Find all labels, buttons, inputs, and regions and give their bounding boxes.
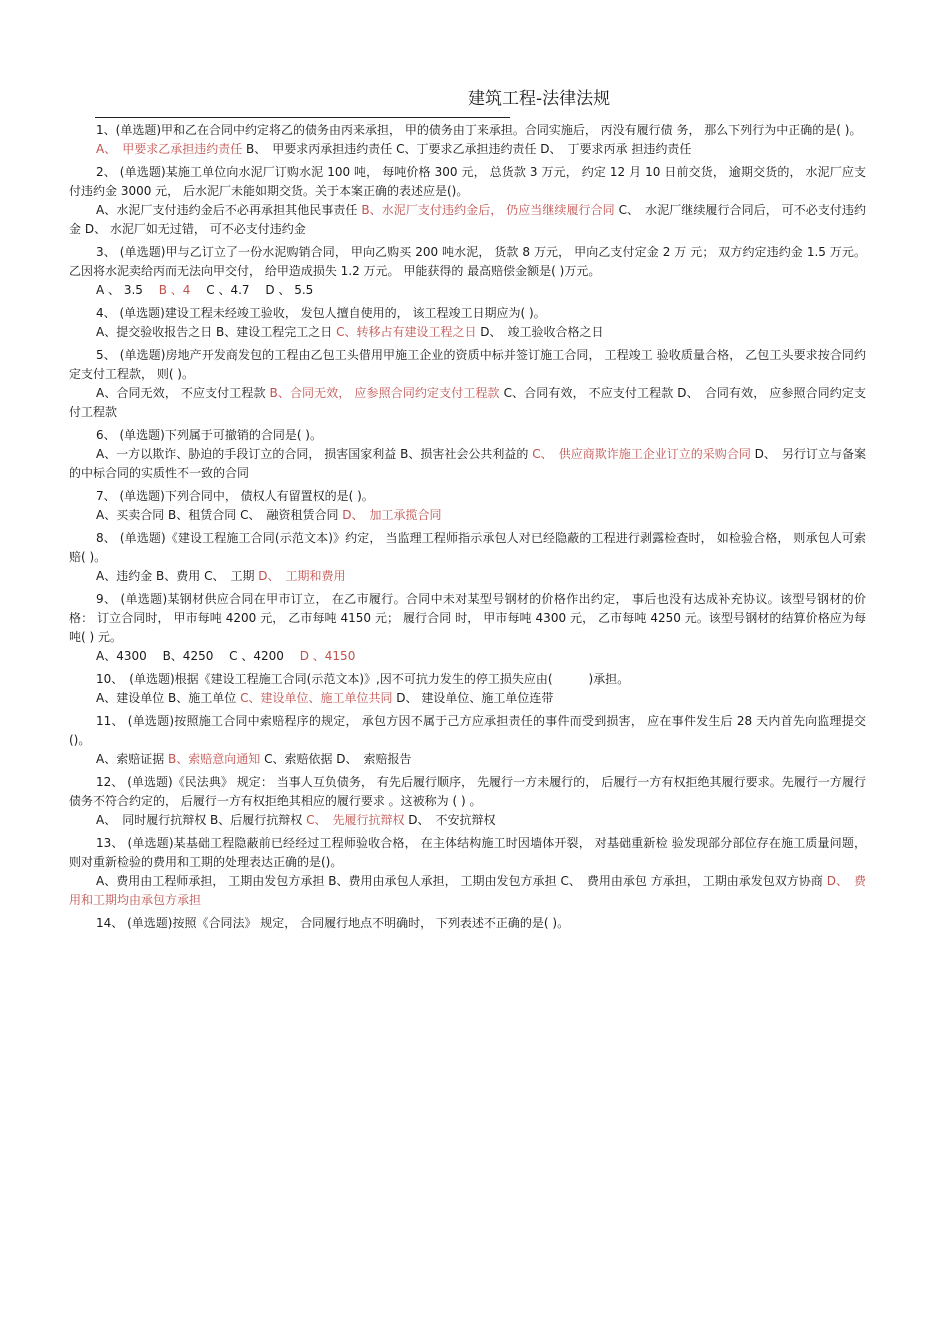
- question-stem: 10、 (单选题)根据《建设工程施工合同(示范文本)》,因不可抗力发生的停工损失应由( )承担。: [96, 672, 630, 686]
- option: C、 水泥厂继续履行合同后， 可不必支付违约金: [69, 203, 866, 236]
- option: A、4300: [96, 649, 163, 663]
- question-stem: 7、 (单选题)下列合同中， 债权人有留置权的是( )。: [96, 489, 374, 503]
- option: D、 不安抗辩权: [408, 813, 496, 827]
- question-options: [69, 750, 866, 769]
- correct-option: A、 甲要求乙承担违约责任: [96, 142, 247, 156]
- correct-option: B、水泥厂支付违约金后， 仍应当继续履行合同: [361, 203, 619, 217]
- question-stem: 11、 (单选题)按照施工合同中索赔程序的规定， 承包方因不属于己方应承担责任的事件而受到损害， 应在事件发生后 28 天内首先向监理提交()。: [69, 714, 866, 747]
- question-options: [69, 647, 866, 666]
- option: A、水泥厂支付违约金后不必再承担其他民事责任: [96, 203, 362, 217]
- correct-option: C、 先履行抗辩权: [306, 813, 409, 827]
- option: D、 建设单位、施工单位连带: [396, 691, 554, 705]
- option: B、租赁合同: [168, 508, 241, 522]
- question-options: [69, 201, 866, 239]
- option: B、后履行抗辩权: [210, 813, 307, 827]
- question-stem: 8、 (单选题)《建设工程施工合同(示范文本)》约定， 当监理工程师指示承包人对已经隐蔽的工程进行剥露检查时， 如检验合格， 则承包人可索赔( )。: [69, 531, 866, 564]
- option: C、 融资租赁合同: [240, 508, 343, 522]
- question-options: [69, 281, 866, 300]
- option: A、索赔证据: [96, 752, 169, 766]
- option: B、施工单位: [168, 691, 241, 705]
- option: C、丁要求乙承担违约责任: [396, 142, 541, 156]
- question-stem: 1、(单选题)甲和乙在合同中约定将乙的债务由丙来承担， 甲的债务由丁来承担。合同实施后， 丙没有履行债 务， 那么下列行为中正确的是( )。: [96, 123, 862, 137]
- option: A、合同无效， 不应支付工程款: [96, 386, 270, 400]
- option: A、违约金: [96, 569, 157, 583]
- option: A、一方以欺诈、胁迫的手段订立的合同， 损害国家利益: [96, 447, 401, 461]
- question-stem: 2、 (单选题)某施工单位向水泥厂订购水泥 100 吨， 每吨价格 300 元， 总货款 3 万元， 约定 12 月 10 日前交货， 逾期交货的， 水泥厂应支付违约金 3000 元， 后水泥厂未能如期交货。关于本案正确的表述应是()。: [69, 165, 866, 198]
- option: C 、4.7: [206, 283, 266, 297]
- option: A、建设单位: [96, 691, 169, 705]
- option: A、 同时履行抗辩权: [96, 813, 211, 827]
- option: B、 甲要求丙承担违约责任: [246, 142, 397, 156]
- question-options: [69, 567, 866, 586]
- question-options: [69, 811, 866, 830]
- option: A、提交验收报告之日: [96, 325, 217, 339]
- option: B、费用: [156, 569, 205, 583]
- option: C、索赔依据: [264, 752, 337, 766]
- correct-option: D、 费用和工期均由承包方承担: [69, 874, 866, 907]
- question-options: [69, 140, 866, 159]
- option: D、 合同有效， 应参照合同约定支付工程款: [69, 386, 866, 419]
- option: C、 费用由承包 方承担， 工期由承发包双方协商: [560, 874, 827, 888]
- option: B、4250: [162, 649, 230, 663]
- correct-option: D、 加工承揽合同: [342, 508, 442, 522]
- question-options: [69, 689, 866, 708]
- correct-option: D 、4150: [299, 649, 356, 663]
- option: C、 工期: [204, 569, 259, 583]
- option: D、 索赔报告: [336, 752, 412, 766]
- option: D、 另行订立与备案的中标合同的实质性不一致的合同: [69, 447, 866, 480]
- option: D、 水泥厂如无过错， 可不必支付违约金: [84, 222, 306, 236]
- page-title: 建筑工程-法律法规: [468, 89, 611, 109]
- title-rule: [95, 117, 510, 118]
- option: B、费用由承包人承担， 工期由发包方承担: [328, 874, 561, 888]
- correct-option: C、建设单位、施工单位共同: [240, 691, 397, 705]
- question-options: [69, 872, 866, 910]
- correct-option: B 、4: [158, 283, 207, 297]
- question-stem: 14、 (单选题)按照《合同法》 规定， 合同履行地点不明确时， 下列表述不正确的是( )。: [96, 916, 570, 930]
- question-stem: 9、 (单选题)某钢材供应合同在甲市订立， 在乙市履行。合同中未对某型号钢材的价格作出约定， 事后也没有达成补充协议。该型号钢材的价格： 订立合同时， 甲市每吨 4200 元， 乙市每吨 4150 元； 履行合同 时， 甲市每吨 4300 元， 乙市每吨 4250 元。该型号钢材的结算价格应为每吨( ) 元。: [69, 592, 866, 644]
- question-list: [69, 121, 866, 933]
- question-options: [69, 384, 866, 422]
- option: C 、4200: [229, 649, 300, 663]
- option: B、建设工程完工之日: [216, 325, 337, 339]
- question-stem: 13、 (单选题)某基础工程隐蔽前已经经过工程师验收合格， 在主体结构施工时因墙体开裂， 对基础重新检 验发现部分部位存在施工质量问题， 则对重新检验的费用和工期的处理表达正确的是()。: [69, 836, 866, 869]
- question-stem: 5、 (单选题)房地产开发商发包的工程由乙包工头借用甲施工企业的资质中标并签订施工合同， 工程竣工 验收质量合格， 乙包工头要求按合同约定支付工程款， 则( )。: [69, 348, 866, 381]
- option: D、 丁要求丙承 担违约责任: [540, 142, 692, 156]
- option: A、费用由工程师承担， 工期由发包方承担: [96, 874, 329, 888]
- question-options: [69, 506, 866, 525]
- correct-option: D、 工期和费用: [258, 569, 346, 583]
- correct-option: C、转移占有建设工程之日: [336, 325, 481, 339]
- option: B、损害社会公共利益的: [400, 447, 533, 461]
- correct-option: C、 供应商欺诈施工企业订立的采购合同: [532, 447, 755, 461]
- question-options: [69, 445, 866, 483]
- question-stem: 3、 (单选题)甲与乙订立了一份水泥购销合同， 甲向乙购买 200 吨水泥， 货款 8 万元， 甲向乙支付定金 2 万 元； 双方约定违约金 1.5 万元。 乙因将水泥卖给丙而无法向甲交付， 给甲造成损失 1.2 万元。 甲能获得的 最高赔偿金额是( )万元。: [69, 245, 866, 278]
- question-stem: 12、 (单选题)《民法典》 规定： 当事人互负债务， 有先后履行顺序， 先履行一方未履行的， 后履行一方有权拒绝其履行要求。先履行一方履行债务不符合约定的， 后履行一方有权拒绝其相应的履行要求 。这被称为 ( ) 。: [69, 775, 866, 808]
- option: A 、 3.5: [96, 283, 159, 297]
- question-stem: 6、 (单选题)下列属于可撤销的合同是( )。: [96, 428, 322, 442]
- question-stem: 4、 (单选题)建设工程未经竣工验收， 发包人擅自使用的， 该工程竣工日期应为( )。: [96, 306, 546, 320]
- option: D、 竣工验收合格之日: [480, 325, 604, 339]
- correct-option: B、索赔意向通知: [168, 752, 265, 766]
- option: C、合同有效， 不应支付工程款: [503, 386, 678, 400]
- correct-option: B、合同无效， 应参照合同约定支付工程款: [269, 386, 504, 400]
- option: D 、 5.5: [265, 283, 314, 297]
- question-options: [69, 323, 866, 342]
- option: A、买卖合同: [96, 508, 169, 522]
